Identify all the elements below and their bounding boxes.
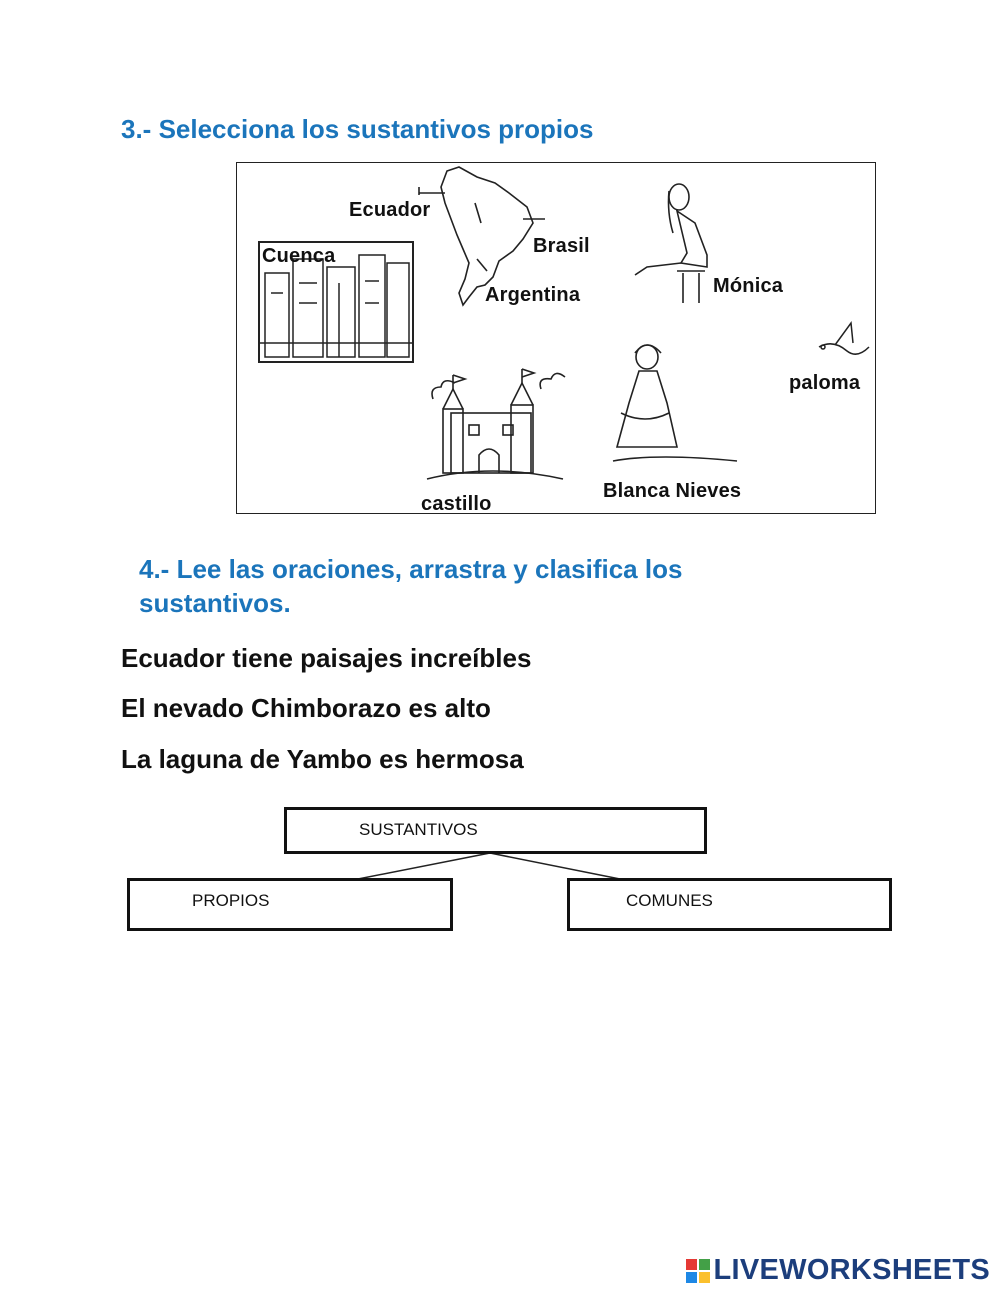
label-argentina[interactable]: Argentina (485, 284, 581, 306)
label-castillo[interactable]: castillo (421, 493, 492, 515)
label-monica[interactable]: Mónica (713, 275, 784, 297)
connector-left (358, 853, 490, 879)
label-paloma[interactable]: paloma (789, 372, 861, 394)
comunes-drop-zone[interactable] (567, 878, 892, 931)
label-cuenca[interactable]: Cuenca (262, 245, 336, 267)
sentence-3: La laguna de Yambo es hermosa (121, 744, 524, 774)
label-brasil[interactable]: Brasil (533, 235, 590, 257)
comunes-label: COMUNES (626, 891, 713, 910)
sustantivos-label: SUSTANTIVOS (359, 820, 478, 839)
propios-drop-zone[interactable] (127, 878, 453, 931)
sustantivos-box (284, 807, 707, 854)
sentence-2: El nevado Chimborazo es alto (121, 693, 491, 723)
liveworksheets-brand: LIVEWORKSHEETS (713, 1254, 990, 1286)
propios-label: PROPIOS (192, 891, 270, 910)
connector-right (490, 853, 620, 879)
label-ecuador[interactable]: Ecuador (349, 199, 431, 221)
section-4-heading-line-2: sustantivos. (139, 588, 291, 618)
liveworksheets-icon (686, 1259, 710, 1283)
section-4-heading-line-1: 4.- Lee las oraciones, arrastra y clasifica los (139, 554, 683, 584)
section-3-heading: 3.- Selecciona los sustantivos propios (121, 114, 594, 144)
sentence-1: Ecuador tiene paisajes increíbles (121, 643, 532, 673)
liveworksheets-logo[interactable] (686, 1254, 991, 1287)
label-blanca-nieves[interactable]: Blanca Nieves (603, 480, 742, 502)
